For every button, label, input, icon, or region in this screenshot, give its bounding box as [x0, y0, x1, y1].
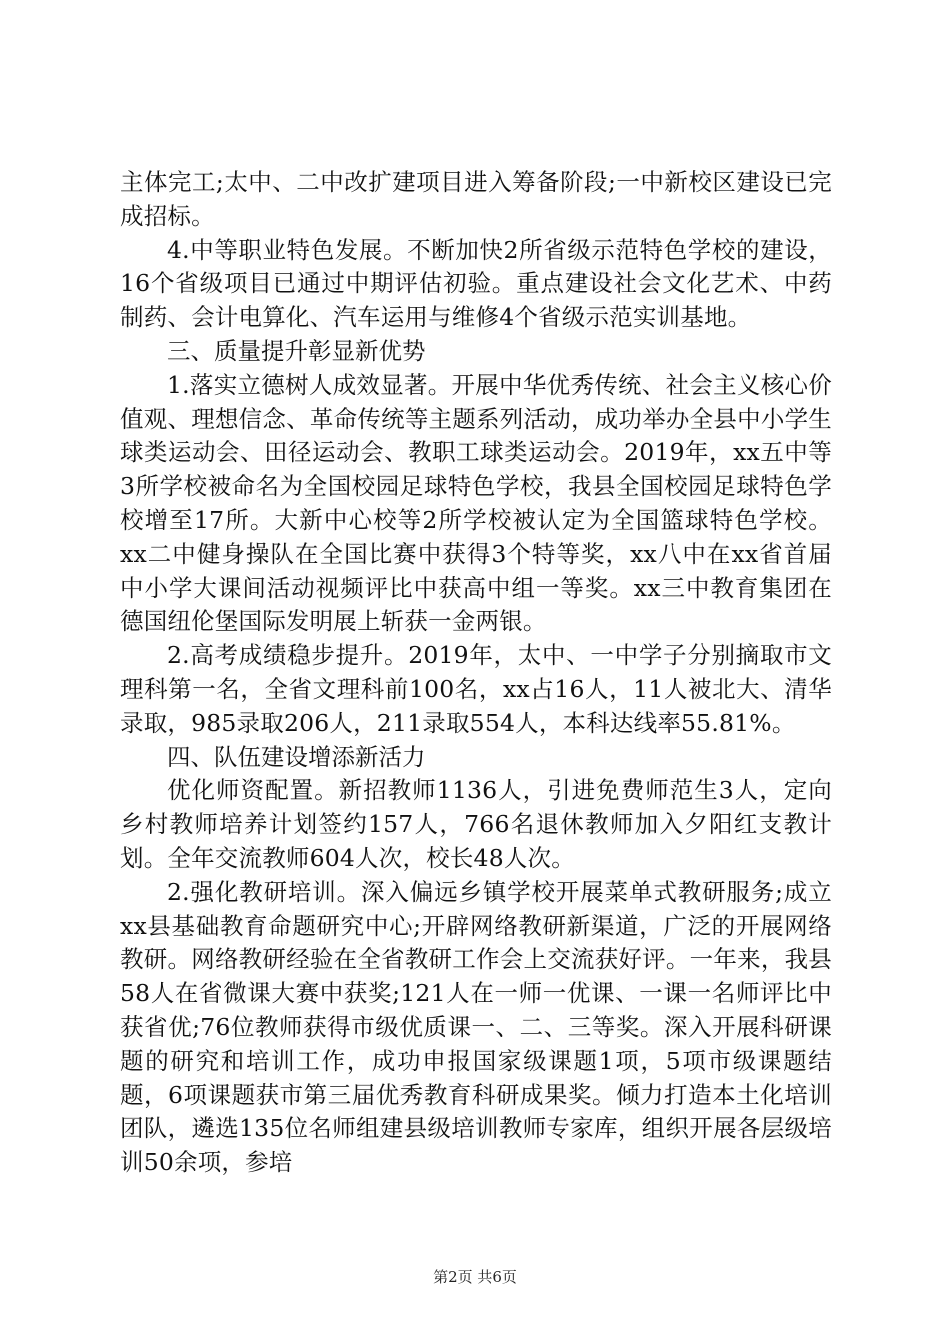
paragraph-8: 2.强化教研培训。深入偏远乡镇学校开展菜单式教研服务;成立xx县基础教育命题研究中心;开辟网络教研新渠道，广泛的开展网络教研。网络教研经验在全省教研工作会上交流获好评。一年来，我县58人在省微课大赛中获奖;121人在一师一优课、一课一名师评比中获省优;76位教师获得市级优质课一、二、三等奖。深入开展科研课题的研究和培训工作，成功申报国家级课题1项，5项市级课题结题，6项课题获市第三届优秀教育科研成果奖。倾力打造本土化培训团队，遴选135位名师组建县级培训教师专家库，组织开展各层级培训50余项，参培: [120, 877, 832, 1177]
page-footer: 第2页 共6页: [433, 1268, 517, 1286]
document-body: [120, 166, 832, 1180]
paragraph-2: 4.中等职业特色发展。不断加快2所省级示范特色学校的建设，16个省级项目已通过中期评估初验。重点建设社会文化艺术、中药制药、会计电算化、汽车运用与维修4个省级示范实训基地。: [120, 235, 832, 332]
paragraph-1: 主体完工;太中、二中改扩建项目进入筹备阶段;一中新校区建设已完成招标。: [120, 168, 832, 230]
paragraph-4: 1.落实立德树人成效显著。开展中华优秀传统、社会主义核心价值观、理想信念、革命传统等主题系列活动，成功举办全县中小学生球类运动会、田径运动会、教职工球类运动会。2019年，xx五中等3所学校被命名为全国校园足球特色学校，我县全国校园足球特色学校增至17所。大新中心校等2所学校被认定为全国篮球特色学校。xx二中健身操队在全国比赛中获得3个特等奖，xx八中在xx省首届中小学大课间活动视频评比中获高中组一等奖。xx三中教育集团在德国纽伦堡国际发明展上斩获一金两银。: [120, 370, 832, 636]
section-heading-3: 三、质量提升彰显新优势: [167, 336, 426, 365]
paragraph-7: 优化师资配置。新招教师1136人，引进免费师范生3人，定向乡村教师培养计划签约157人，766名退休教师加入夕阳红支教计划。全年交流教师604人次，校长48人次。: [120, 776, 832, 872]
paragraph-5: 2.高考成绩稳步提升。2019年，太中、一中学子分别摘取市文理科第一名，全省文理科前100名，xx占16人，11人被北大、清华录取，985录取206人，211录取554人，本科达线率55.81%。: [120, 641, 832, 737]
section-heading-4: 四、队伍建设增添新活力: [167, 742, 426, 771]
